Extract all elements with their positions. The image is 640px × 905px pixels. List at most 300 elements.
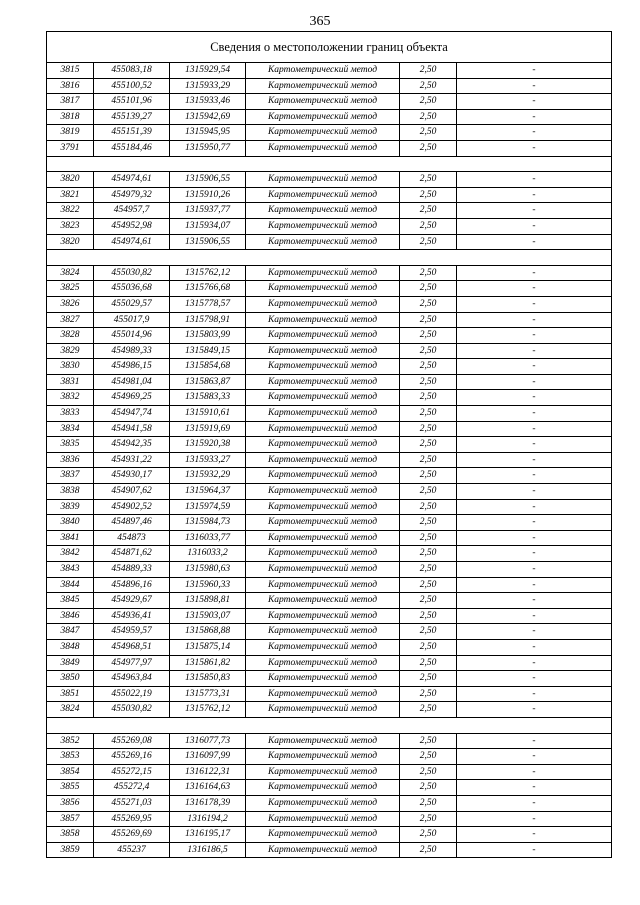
accuracy-cell: 2,50 [400,733,457,749]
accuracy-cell: 2,50 [400,577,457,593]
y-coordinate-cell: 1315906,55 [170,234,246,250]
table-body [47,32,612,858]
x-coordinate-cell: 455083,18 [94,63,170,79]
description-cell: - [457,842,612,858]
accuracy-cell: 2,50 [400,795,457,811]
point-number-cell: 3834 [47,421,94,437]
table-row [47,780,612,796]
table-row [47,281,612,297]
x-coordinate-cell: 455272,15 [94,764,170,780]
accuracy-cell: 2,50 [400,546,457,562]
description-cell: - [457,764,612,780]
point-number-cell: 3824 [47,265,94,281]
point-number-cell: 3816 [47,78,94,94]
accuracy-cell: 2,50 [400,312,457,328]
method-cell: Картометрический метод [246,780,400,796]
method-cell: Картометрический метод [246,172,400,188]
method-cell: Картометрический метод [246,359,400,375]
method-cell: Картометрический метод [246,421,400,437]
y-coordinate-cell: 1315964,37 [170,484,246,500]
point-number-cell: 3843 [47,562,94,578]
description-cell: - [457,780,612,796]
accuracy-cell: 2,50 [400,811,457,827]
y-coordinate-cell: 1315861,82 [170,655,246,671]
method-cell: Картометрический метод [246,374,400,390]
point-number-cell: 3828 [47,328,94,344]
group-separator-cell [47,250,612,266]
accuracy-cell: 2,50 [400,780,457,796]
accuracy-cell: 2,50 [400,374,457,390]
y-coordinate-cell: 1316033,77 [170,530,246,546]
method-cell: Картометрический метод [246,593,400,609]
method-cell: Картометрический метод [246,686,400,702]
y-coordinate-cell: 1315933,29 [170,78,246,94]
description-cell: - [457,671,612,687]
table-row [47,530,612,546]
description-cell: - [457,624,612,640]
method-cell: Картометрический метод [246,281,400,297]
y-coordinate-cell: 1315762,12 [170,265,246,281]
x-coordinate-cell: 454979,32 [94,187,170,203]
method-cell: Картометрический метод [246,827,400,843]
y-coordinate-cell: 1315945,95 [170,125,246,141]
method-cell: Картометрический метод [246,530,400,546]
table-title: Сведения о местоположении границ объекта [47,32,612,63]
page-number: 365 [309,14,331,29]
y-coordinate-cell: 1315974,59 [170,499,246,515]
point-number-cell: 3823 [47,218,94,234]
accuracy-cell: 2,50 [400,452,457,468]
description-cell: - [457,749,612,765]
accuracy-cell: 2,50 [400,63,457,79]
x-coordinate-cell: 455269,16 [94,749,170,765]
table-row [47,639,612,655]
description-cell: - [457,359,612,375]
y-coordinate-cell: 1315863,87 [170,374,246,390]
accuracy-cell: 2,50 [400,203,457,219]
table-row [47,109,612,125]
table-row [47,296,612,312]
method-cell: Картометрический метод [246,234,400,250]
description-cell: - [457,593,612,609]
point-number-cell: 3835 [47,437,94,453]
description-cell: - [457,94,612,110]
y-coordinate-cell: 1315773,31 [170,686,246,702]
table-row [47,140,612,156]
point-number-cell: 3838 [47,484,94,500]
description-cell: - [457,296,612,312]
x-coordinate-cell: 454981,04 [94,374,170,390]
method-cell: Картометрический метод [246,608,400,624]
description-cell: - [457,811,612,827]
y-coordinate-cell: 1315932,29 [170,468,246,484]
x-coordinate-cell: 454947,74 [94,406,170,422]
description-cell: - [457,343,612,359]
x-coordinate-cell: 455269,69 [94,827,170,843]
accuracy-cell: 2,50 [400,624,457,640]
table-row [47,624,612,640]
point-number-cell: 3791 [47,140,94,156]
table-row [47,125,612,141]
accuracy-cell: 2,50 [400,343,457,359]
accuracy-cell: 2,50 [400,187,457,203]
method-cell: Картометрический метод [246,468,400,484]
description-cell: - [457,172,612,188]
method-cell: Картометрический метод [246,125,400,141]
accuracy-cell: 2,50 [400,359,457,375]
y-coordinate-cell: 1316178,39 [170,795,246,811]
y-coordinate-cell: 1316033,2 [170,546,246,562]
point-number-cell: 3850 [47,671,94,687]
point-number-cell: 3817 [47,94,94,110]
accuracy-cell: 2,50 [400,764,457,780]
point-number-cell: 3818 [47,109,94,125]
y-coordinate-cell: 1315868,88 [170,624,246,640]
y-coordinate-cell: 1315950,77 [170,140,246,156]
description-cell: - [457,328,612,344]
method-cell: Картометрический метод [246,702,400,718]
point-number-cell: 3857 [47,811,94,827]
x-coordinate-cell: 454931,22 [94,452,170,468]
x-coordinate-cell: 454989,33 [94,343,170,359]
description-cell: - [457,265,612,281]
point-number-cell: 3851 [47,686,94,702]
point-number-cell: 3819 [47,125,94,141]
point-number-cell: 3837 [47,468,94,484]
accuracy-cell: 2,50 [400,827,457,843]
point-number-cell: 3848 [47,639,94,655]
method-cell: Картометрический метод [246,203,400,219]
point-number-cell: 3815 [47,63,94,79]
point-number-cell: 3847 [47,624,94,640]
table-row [47,827,612,843]
table-row [47,468,612,484]
method-cell: Картометрический метод [246,94,400,110]
accuracy-cell: 2,50 [400,94,457,110]
x-coordinate-cell: 455030,82 [94,265,170,281]
accuracy-cell: 2,50 [400,702,457,718]
table-row [47,733,612,749]
x-coordinate-cell: 454968,51 [94,639,170,655]
y-coordinate-cell: 1315903,07 [170,608,246,624]
method-cell: Картометрический метод [246,406,400,422]
accuracy-cell: 2,50 [400,265,457,281]
x-coordinate-cell: 455036,68 [94,281,170,297]
table-row [47,234,612,250]
point-number-cell: 3831 [47,374,94,390]
y-coordinate-cell: 1315898,81 [170,593,246,609]
method-cell: Картометрический метод [246,655,400,671]
description-cell: - [457,577,612,593]
table-row [47,499,612,515]
x-coordinate-cell: 454974,61 [94,172,170,188]
accuracy-cell: 2,50 [400,484,457,500]
description-cell: - [457,218,612,234]
table-row [47,842,612,858]
table-row [47,328,612,344]
description-cell: - [457,468,612,484]
table-row [47,437,612,453]
table-row [47,811,612,827]
table-row [47,374,612,390]
accuracy-cell: 2,50 [400,406,457,422]
accuracy-cell: 2,50 [400,78,457,94]
method-cell: Картометрический метод [246,140,400,156]
table-row [47,749,612,765]
x-coordinate-cell: 454873 [94,530,170,546]
point-number-cell: 3839 [47,499,94,515]
table-row [47,484,612,500]
y-coordinate-cell: 1315778,57 [170,296,246,312]
point-number-cell: 3820 [47,234,94,250]
x-coordinate-cell: 454896,16 [94,577,170,593]
x-coordinate-cell: 454959,57 [94,624,170,640]
y-coordinate-cell: 1316195,17 [170,827,246,843]
table-row [47,702,612,718]
y-coordinate-cell: 1315762,12 [170,702,246,718]
accuracy-cell: 2,50 [400,437,457,453]
description-cell: - [457,562,612,578]
x-coordinate-cell: 454907,62 [94,484,170,500]
table-row [47,546,612,562]
boundary-coordinates-table [46,31,612,858]
y-coordinate-cell: 1315933,27 [170,452,246,468]
method-cell: Картометрический метод [246,764,400,780]
x-coordinate-cell: 454897,46 [94,515,170,531]
x-coordinate-cell: 454889,33 [94,562,170,578]
accuracy-cell: 2,50 [400,686,457,702]
description-cell: - [457,452,612,468]
point-number-cell: 3820 [47,172,94,188]
y-coordinate-cell: 1316186,5 [170,842,246,858]
y-coordinate-cell: 1316194,2 [170,811,246,827]
description-cell: - [457,530,612,546]
point-number-cell: 3826 [47,296,94,312]
method-cell: Картометрический метод [246,577,400,593]
point-number-cell: 3840 [47,515,94,531]
description-cell: - [457,795,612,811]
table-row [47,795,612,811]
description-cell: - [457,515,612,531]
method-cell: Картометрический метод [246,187,400,203]
description-cell: - [457,374,612,390]
point-number-cell: 3844 [47,577,94,593]
description-cell: - [457,406,612,422]
method-cell: Картометрический метод [246,63,400,79]
point-number-cell: 3825 [47,281,94,297]
accuracy-cell: 2,50 [400,218,457,234]
x-coordinate-cell: 454969,25 [94,390,170,406]
method-cell: Картометрический метод [246,78,400,94]
description-cell: - [457,484,612,500]
table-row [47,63,612,79]
x-coordinate-cell: 455100,52 [94,78,170,94]
point-number-cell: 3821 [47,187,94,203]
y-coordinate-cell: 1316077,73 [170,733,246,749]
point-number-cell: 3853 [47,749,94,765]
point-number-cell: 3859 [47,842,94,858]
method-cell: Картометрический метод [246,811,400,827]
description-cell: - [457,312,612,328]
y-coordinate-cell: 1315850,83 [170,671,246,687]
accuracy-cell: 2,50 [400,515,457,531]
y-coordinate-cell: 1315910,61 [170,406,246,422]
table-row [47,562,612,578]
method-cell: Картометрический метод [246,390,400,406]
accuracy-cell: 2,50 [400,749,457,765]
x-coordinate-cell: 455029,57 [94,296,170,312]
accuracy-cell: 2,50 [400,109,457,125]
description-cell: - [457,63,612,79]
point-number-cell: 3842 [47,546,94,562]
accuracy-cell: 2,50 [400,530,457,546]
accuracy-cell: 2,50 [400,296,457,312]
table-row [47,359,612,375]
y-coordinate-cell: 1315883,33 [170,390,246,406]
accuracy-cell: 2,50 [400,281,457,297]
point-number-cell: 3832 [47,390,94,406]
description-cell: - [457,499,612,515]
y-coordinate-cell: 1315919,69 [170,421,246,437]
method-cell: Картометрический метод [246,671,400,687]
method-cell: Картометрический метод [246,562,400,578]
accuracy-cell: 2,50 [400,499,457,515]
table-header-row [47,32,612,63]
accuracy-cell: 2,50 [400,468,457,484]
description-cell: - [457,655,612,671]
accuracy-cell: 2,50 [400,390,457,406]
point-number-cell: 3845 [47,593,94,609]
table-row [47,218,612,234]
table-row [47,671,612,687]
group-separator-cell [47,156,612,172]
method-cell: Картометрический метод [246,733,400,749]
description-cell: - [457,281,612,297]
description-cell: - [457,827,612,843]
accuracy-cell: 2,50 [400,562,457,578]
method-cell: Картометрический метод [246,624,400,640]
method-cell: Картометрический метод [246,312,400,328]
y-coordinate-cell: 1316097,99 [170,749,246,765]
description-cell: - [457,421,612,437]
description-cell: - [457,437,612,453]
description-cell: - [457,608,612,624]
table-row [47,421,612,437]
x-coordinate-cell: 455014,96 [94,328,170,344]
table-row [47,203,612,219]
y-coordinate-cell: 1315766,68 [170,281,246,297]
method-cell: Картометрический метод [246,546,400,562]
method-cell: Картометрический метод [246,328,400,344]
point-number-cell: 3836 [47,452,94,468]
table-row [47,764,612,780]
point-number-cell: 3856 [47,795,94,811]
x-coordinate-cell: 454952,98 [94,218,170,234]
table-row [47,94,612,110]
point-number-cell: 3852 [47,733,94,749]
x-coordinate-cell: 455269,08 [94,733,170,749]
accuracy-cell: 2,50 [400,234,457,250]
y-coordinate-cell: 1315849,15 [170,343,246,359]
x-coordinate-cell: 454929,67 [94,593,170,609]
accuracy-cell: 2,50 [400,140,457,156]
point-number-cell: 3822 [47,203,94,219]
y-coordinate-cell: 1315875,14 [170,639,246,655]
accuracy-cell: 2,50 [400,842,457,858]
description-cell: - [457,109,612,125]
y-coordinate-cell: 1315960,33 [170,577,246,593]
y-coordinate-cell: 1315798,91 [170,312,246,328]
method-cell: Картометрический метод [246,749,400,765]
accuracy-cell: 2,50 [400,639,457,655]
point-number-cell: 3824 [47,702,94,718]
method-cell: Картометрический метод [246,343,400,359]
x-coordinate-cell: 454936,41 [94,608,170,624]
accuracy-cell: 2,50 [400,655,457,671]
method-cell: Картометрический метод [246,499,400,515]
accuracy-cell: 2,50 [400,593,457,609]
description-cell: - [457,234,612,250]
y-coordinate-cell: 1315937,77 [170,203,246,219]
y-coordinate-cell: 1315984,73 [170,515,246,531]
y-coordinate-cell: 1315910,26 [170,187,246,203]
table-row [47,312,612,328]
x-coordinate-cell: 455139,27 [94,109,170,125]
accuracy-cell: 2,50 [400,671,457,687]
y-coordinate-cell: 1316164,63 [170,780,246,796]
method-cell: Картометрический метод [246,515,400,531]
table-row [47,187,612,203]
description-cell: - [457,203,612,219]
method-cell: Картометрический метод [246,437,400,453]
x-coordinate-cell: 455237 [94,842,170,858]
table-row [47,390,612,406]
method-cell: Картометрический метод [246,296,400,312]
point-number-cell: 3827 [47,312,94,328]
point-number-cell: 3829 [47,343,94,359]
y-coordinate-cell: 1315803,99 [170,328,246,344]
accuracy-cell: 2,50 [400,328,457,344]
point-number-cell: 3849 [47,655,94,671]
x-coordinate-cell: 454974,61 [94,234,170,250]
method-cell: Картометрический метод [246,795,400,811]
x-coordinate-cell: 455184,46 [94,140,170,156]
point-number-cell: 3855 [47,780,94,796]
table-row [47,655,612,671]
table-row [47,78,612,94]
group-separator-row [47,250,612,266]
group-separator-row [47,156,612,172]
y-coordinate-cell: 1315942,69 [170,109,246,125]
description-cell: - [457,187,612,203]
description-cell: - [457,546,612,562]
point-number-cell: 3854 [47,764,94,780]
y-coordinate-cell: 1315854,68 [170,359,246,375]
group-separator-row [47,717,612,733]
description-cell: - [457,78,612,94]
accuracy-cell: 2,50 [400,608,457,624]
x-coordinate-cell: 454977,97 [94,655,170,671]
description-cell: - [457,390,612,406]
y-coordinate-cell: 1315934,07 [170,218,246,234]
x-coordinate-cell: 454902,52 [94,499,170,515]
table-row [47,608,612,624]
x-coordinate-cell: 455151,39 [94,125,170,141]
description-cell: - [457,733,612,749]
table-row [47,452,612,468]
accuracy-cell: 2,50 [400,172,457,188]
accuracy-cell: 2,50 [400,421,457,437]
